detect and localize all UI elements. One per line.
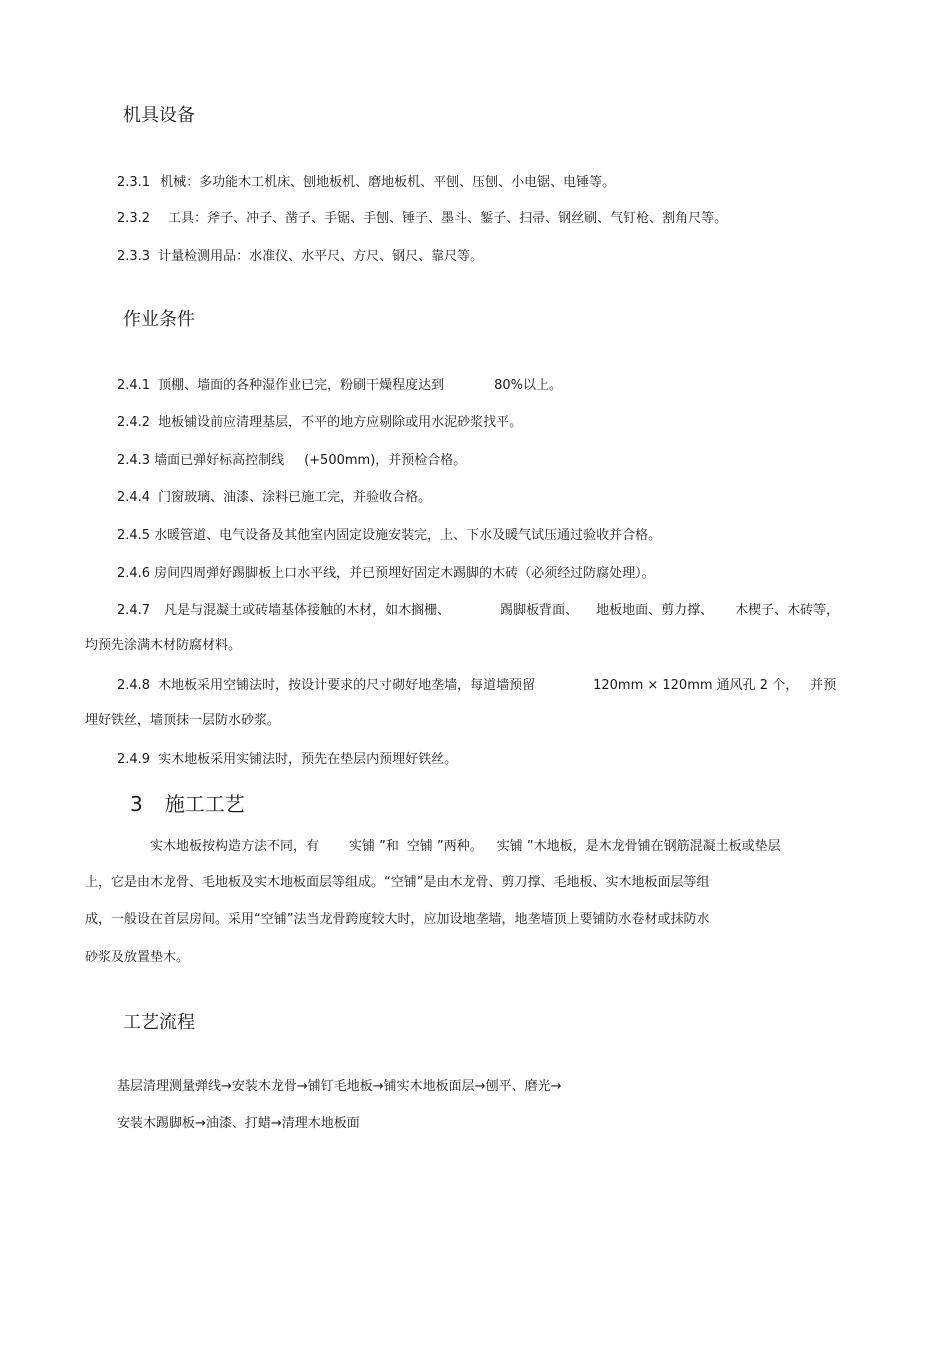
chapter-heading <box>130 788 245 817</box>
chapter-title: 施工工艺 <box>164 792 245 816</box>
item-2-4-1 <box>117 374 562 393</box>
item-2-4-9 <box>117 748 457 767</box>
item-2-4-7 <box>117 599 839 618</box>
chapter-number: 3 <box>130 792 143 816</box>
paragraph-line-1 <box>150 835 781 854</box>
item-text-b: 踢脚板背面、 <box>500 603 579 618</box>
item-number: 2.4.9 <box>117 752 151 767</box>
item-text: 工具：斧子、冲子、凿子、手锯、手刨、锤子、墨斗、錾子、扫帚、钢丝刷、气钉枪、割角尺等。 <box>168 211 728 226</box>
item-text: 计量检测用品：水准仪、水平尺、方尺、钢尺、靠尺等。 <box>158 249 484 264</box>
item-number: 2.3.1 <box>117 175 151 190</box>
item-2-4-7-continuation: 均预先涂满木材防腐材料。 <box>85 638 242 653</box>
item-text: 门窗玻璃、油漆、涂料已施工完，并验收合格。 <box>158 490 432 505</box>
item-2-3-1 <box>117 171 615 190</box>
item-text-tail: (+500mm)，并预检合格。 <box>304 453 467 468</box>
item-2-4-5 <box>117 524 661 543</box>
item-number: 2.3.2 <box>117 211 151 226</box>
item-number: 2.4.1 <box>117 378 151 393</box>
para-segment: 实木地板按构造方法不同，有 <box>150 839 320 854</box>
item-2-4-4 <box>117 486 431 505</box>
para-segment: 空铺 ”两种。 <box>406 839 483 854</box>
item-number: 2.4.7 <box>117 603 151 618</box>
item-text: 房间四周弹好踢脚板上口水平线，并已预埋好固定木踢脚的木砖（必须经过防腐处理）。 <box>154 566 655 581</box>
item-text-tail: 80%以上。 <box>494 378 562 393</box>
item-number: 2.4.4 <box>117 490 151 505</box>
item-2-3-3 <box>117 245 483 264</box>
item-number: 2.4.2 <box>117 415 151 430</box>
item-text-c: 地板地面、剪力撑、 <box>596 603 714 618</box>
process-flow-line-1: 基层清理测量弹线→安装木龙骨→铺钉毛地板→铺实木地板面层→刨平、磨光→ <box>117 1079 562 1094</box>
item-2-4-6 <box>117 562 655 581</box>
heading-process-flow: 工艺流程 <box>123 1012 195 1033</box>
item-2-4-8-continuation: 埋好铁丝，墙顶抹一层防水砂浆。 <box>85 713 281 728</box>
item-2-3-2 <box>117 207 727 226</box>
item-text: 机械：多功能木工机床、刨地板机、磨地板机、平刨、压刨、小电锯、电锤等。 <box>160 175 616 190</box>
para-segment: 实铺 ”木地板，是木龙骨铺在钢筋混凝土板或垫层 <box>496 839 781 854</box>
item-2-4-2 <box>117 411 522 430</box>
item-2-4-8 <box>117 674 836 693</box>
item-text-d: 木楔子、木砖等， <box>735 603 840 618</box>
paragraph-line-3: 成，一般设在首层房间。采用“空铺”法当龙骨跨度较大时，应加设地垄墙，地垄墙顶上要铺防水卷材或抹防水 <box>85 912 710 927</box>
item-text: 墙面已弹好标高控制线 <box>154 453 285 468</box>
paragraph-line-2: 上，它是由木龙骨、毛地板及实木地板面层等组成。“空铺”是由木龙骨、剪刀撑、毛地板、实木地板面层等组 <box>85 875 710 890</box>
item-text: 地板铺设前应清理基层，不平的地方应剔除或用水泥砂浆找平。 <box>158 415 523 430</box>
item-number: 2.4.5 <box>117 528 151 543</box>
item-text: 实木地板采用实铺法时，预先在垫层内预埋好铁丝。 <box>158 752 458 767</box>
item-number: 2.3.3 <box>117 249 151 264</box>
item-text-b: 120mm × 120mm 通风孔 2 个， <box>593 678 799 693</box>
heading-work-conditions: 作业条件 <box>123 309 195 330</box>
item-number: 2.4.8 <box>117 678 151 693</box>
process-flow-line-2: 安装木踢脚板→油漆、打蜡→清理木地板面 <box>117 1116 360 1131</box>
para-segment: 实铺 ”和 <box>349 839 399 854</box>
item-text: 水暖管道、电气设备及其他室内固定设施安装完，上、下水及暖气试压通过验收并合格。 <box>154 528 662 543</box>
paragraph-line-4: 砂浆及放置垫木。 <box>85 950 190 965</box>
item-text: 木地板采用空铺法时，按设计要求的尺寸砌好地垄墙，每道墙预留 <box>158 678 536 693</box>
item-text: 凡是与混凝土或砖墙基体接触的木材，如木搁栅、 <box>164 603 451 618</box>
item-number: 2.4.3 <box>117 453 151 468</box>
item-number: 2.4.6 <box>117 566 151 581</box>
heading-equipment: 机具设备 <box>123 105 195 126</box>
item-2-4-3 <box>117 449 466 468</box>
item-text-c: 并预 <box>810 678 837 693</box>
item-text: 顶棚、墙面的各种湿作业已完，粉刷干燥程度达到 <box>158 378 445 393</box>
